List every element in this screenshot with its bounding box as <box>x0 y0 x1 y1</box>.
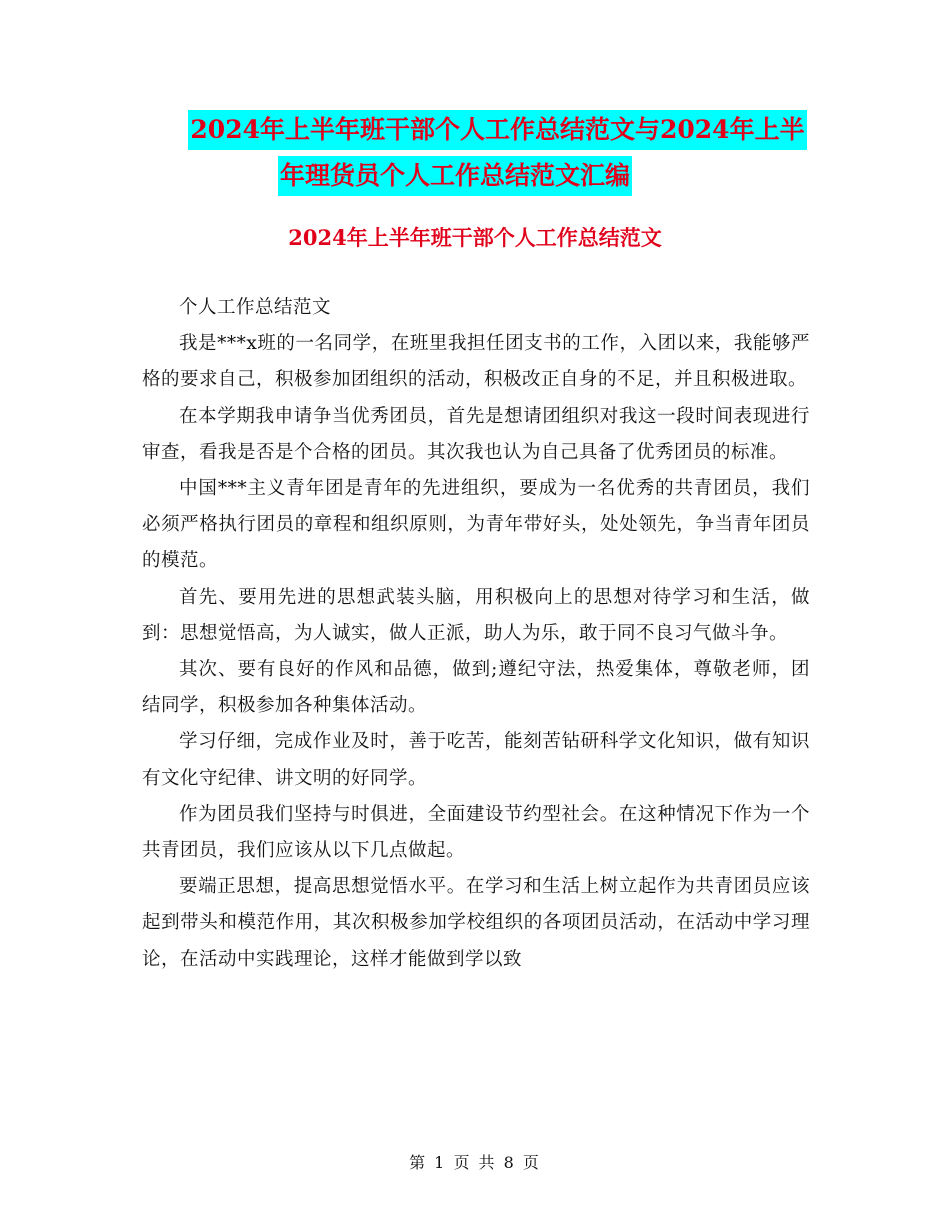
paragraph: 我是***x班的一名同学，在班里我担任团支书的工作，入团以来，我能够严格的要求自己，积极参加团组织的活动，积极改正自身的不足，并且积极进取。 <box>142 333 810 391</box>
title-line-2: 年理货员个人工作总结范文汇编 <box>278 156 632 196</box>
paragraph: 其次、要有良好的作风和品德，做到;遵纪守法，热爱集体，尊敬老师，团结同学，积极参加各种集体活动。 <box>142 659 810 717</box>
paragraph: 首先、要用先进的思想武装头脑，用积极向上的思想对待学习和生活，做到：思想觉悟高，为人诚实，做人正派，助人为乐，敢于同不良习气做斗争。 <box>142 586 810 644</box>
paragraph: 个人工作总结范文 <box>179 297 332 318</box>
paragraph: 要端正思想，提高思想觉悟水平。在学习和生活上树立起作为共青团员应该起到带头和模范作用，其次积极参加学校组织的各项团员活动，在活动中学习理论，在活动中实践理论，这样才能做到学以致 <box>142 876 810 970</box>
section-heading: 2024年上半年班干部个人工作总结范文 <box>288 225 662 250</box>
paragraph: 作为团员我们坚持与时俱进，全面建设节约型社会。在这种情况下作为一个共青团员，我们应该从以下几点做起。 <box>142 803 810 862</box>
document-body <box>142 290 810 978</box>
paragraph: 学习仔细，完成作业及时，善于吃苦，能刻苦钻研科学文化知识，做有知识有文化守纪律、讲文明的好同学。 <box>142 731 810 789</box>
document-title <box>0 110 950 196</box>
paragraph: 中国***主义青年团是青年的先进组织，要成为一名优秀的共青团员，我们必须严格执行团员的章程和组织原则，为青年带好头，处处领先，争当青年团员的模范。 <box>142 478 810 572</box>
title-line-1: 2024年上半年班干部个人工作总结范文与2024年上半 <box>188 110 806 150</box>
paragraph: 在本学期我申请争当优秀团员，首先是想请团组织对我这一段时间表现进行审查，看我是否是个合格的团员。其次我也认为自己具备了优秀团员的标准。 <box>142 405 810 463</box>
page-footer: 第 1 页 共 8 页 <box>409 1153 541 1172</box>
